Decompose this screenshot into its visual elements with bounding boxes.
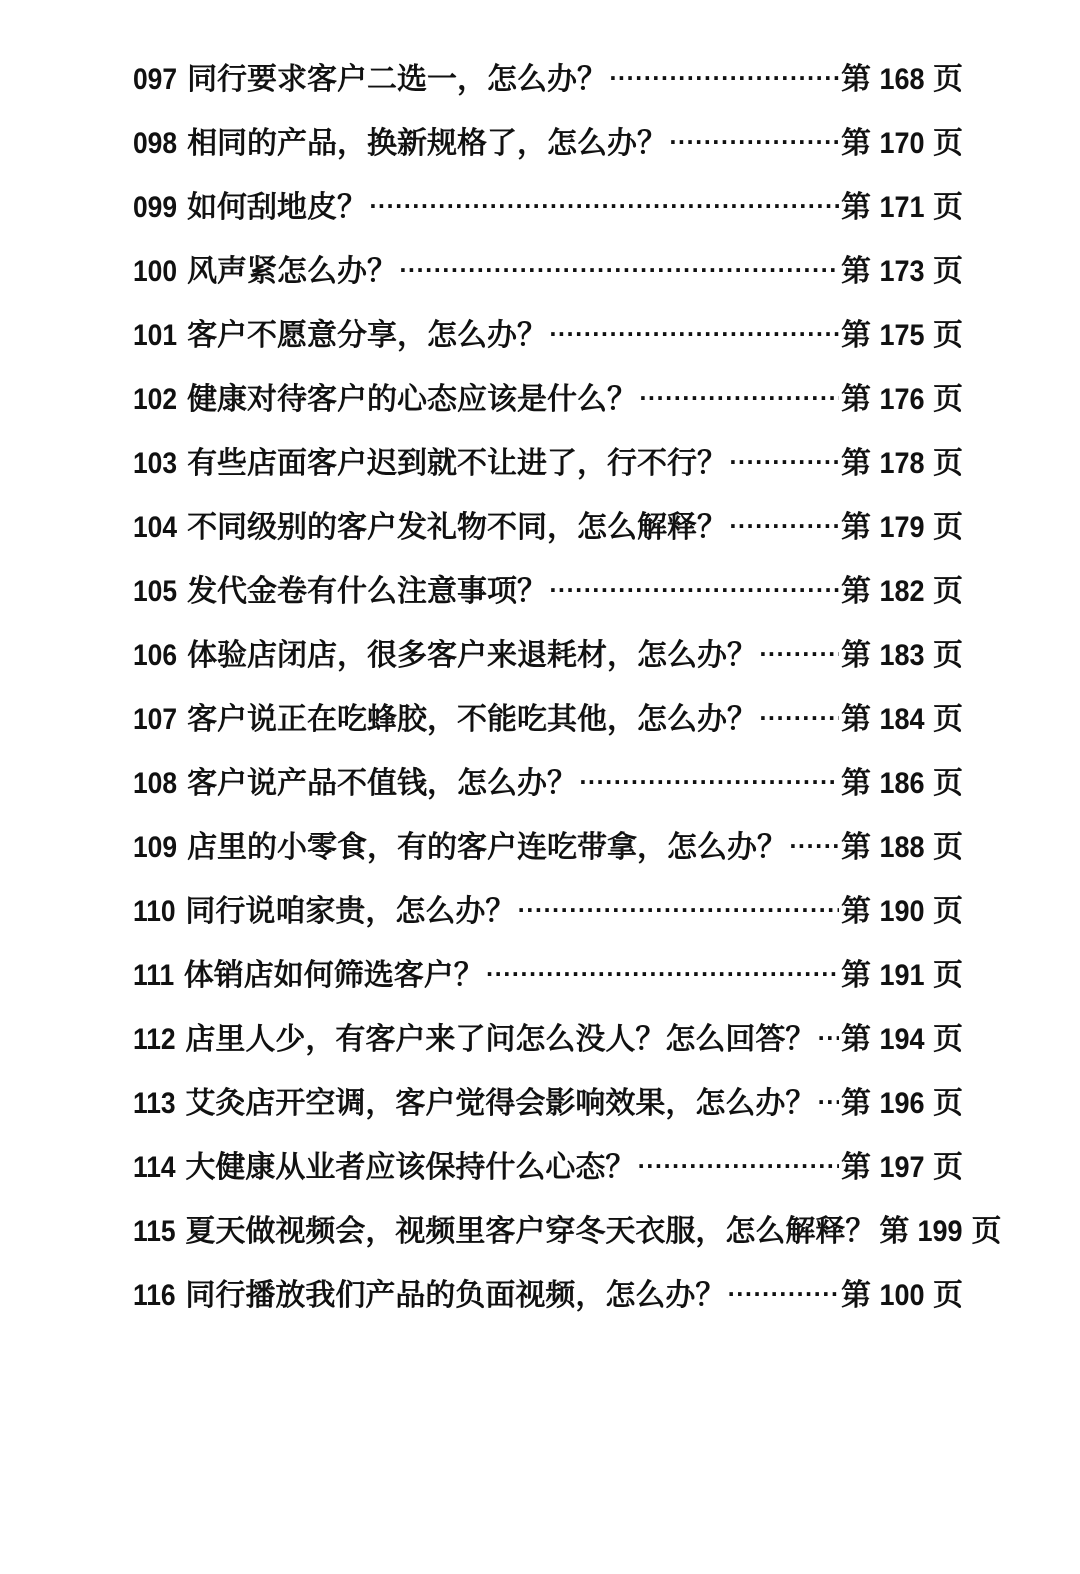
page-suffix: 页 [933,382,963,417]
entry-page-ref [841,950,963,994]
page-number: 191 [879,959,925,992]
entry-title: 体验店闭店，很多客户来退耗材，怎么办？ [187,638,758,673]
toc-entry [133,758,963,822]
entry-page-ref [841,310,963,354]
entry-title: 风声紧怎么办？ [187,254,398,289]
entry-number: 113 [133,1087,176,1120]
entry-title: 大健康从业者应该保持什么心态？ [185,1150,636,1185]
entry-number: 110 [133,895,176,928]
entry-title: 发代金卷有什么注意事项？ [187,574,548,609]
toc-entry [133,182,963,246]
entry-number: 097 [133,63,178,96]
entry-number: 111 [133,959,175,992]
entry-page-ref [841,54,963,98]
page-suffix: 页 [933,1022,963,1057]
entry-title: 同行要求客户二选一，怎么办？ [187,62,608,97]
entry-page-ref [841,246,963,290]
toc-entry [133,1014,963,1078]
entry-page-ref [841,438,963,482]
entry-title: 艾灸店开空调，客户觉得会影响效果，怎么办？ [185,1086,816,1121]
page-prefix: 第 [840,574,871,609]
page-prefix: 第 [840,1150,871,1185]
page-prefix: 第 [840,254,871,289]
page-suffix: 页 [933,958,963,993]
entry-title: 夏天做视频会，视频里客户穿冬天衣服，怎么解释？ [185,1214,876,1249]
entry-title: 店里人少，有客户来了问怎么没人？怎么回答？ [185,1022,816,1057]
toc-entry [133,374,963,438]
page-number: 171 [879,191,925,224]
page-prefix: 第 [840,894,871,929]
page-suffix: 页 [933,1278,963,1313]
toc-entry [133,1142,963,1206]
page-number: 182 [879,575,925,608]
entry-number: 106 [133,639,178,672]
entry-number: 105 [133,575,178,608]
entry-title: 客户不愿意分享，怎么办？ [187,318,548,353]
dot-leader [609,66,839,90]
entry-page-ref [841,566,963,610]
page-suffix: 页 [933,126,963,161]
toc-entry [133,502,963,566]
page-prefix: 第 [840,382,871,417]
dot-leader [759,642,839,666]
page-suffix: 页 [933,766,963,801]
toc-entry [133,246,963,310]
table-of-contents [133,54,1002,1334]
entry-title: 同行说咱家贵，怎么办？ [185,894,516,929]
dot-leader [486,962,839,986]
page-prefix: 第 [840,62,871,97]
dot-leader [817,1026,839,1050]
dot-leader [759,706,839,730]
page-suffix: 页 [971,1214,1002,1249]
toc-entry [133,630,963,694]
toc-entry [133,694,963,758]
entry-page-ref [841,886,963,930]
page-number: 168 [879,63,925,96]
entry-page-ref [841,374,963,418]
page-suffix: 页 [933,830,963,865]
toc-entry [133,438,963,502]
dot-leader [517,898,839,922]
page-suffix: 页 [933,510,963,545]
dot-leader [789,834,839,858]
dot-leader [729,514,839,538]
page-prefix: 第 [840,318,871,353]
dot-leader [549,578,839,602]
toc-entry [133,1206,1002,1270]
page-suffix: 页 [933,638,963,673]
page-prefix: 第 [840,702,871,737]
page-suffix: 页 [933,62,963,97]
page-suffix: 页 [933,446,963,481]
page-number: 186 [879,767,925,800]
page-prefix: 第 [840,190,871,225]
dot-leader [369,194,839,218]
page-prefix: 第 [840,446,871,481]
toc-entry [133,950,963,1014]
toc-entry [133,822,963,886]
dot-leader [579,770,839,794]
toc-entry [133,310,963,374]
entry-title: 相同的产品，换新规格了，怎么办？ [187,126,668,161]
entry-number: 100 [133,255,178,288]
entry-title: 客户说产品不值钱，怎么办？ [187,766,578,801]
page-number: 173 [879,255,925,288]
entry-page-ref [841,1078,963,1122]
entry-number: 101 [133,319,178,352]
page-suffix: 页 [933,894,963,929]
page-number: 179 [879,511,925,544]
page-suffix: 页 [933,190,963,225]
toc-entry [133,54,963,118]
entry-title: 店里的小零食，有的客户连吃带拿，怎么办？ [187,830,788,865]
page-suffix: 页 [933,254,963,289]
page-prefix: 第 [840,510,871,545]
entry-page-ref [841,502,963,546]
entry-page-ref [841,694,963,738]
entry-number: 114 [133,1151,176,1184]
page-prefix: 第 [840,830,871,865]
entry-page-ref [879,1206,1001,1250]
page-number: 196 [879,1087,925,1120]
page-number: 175 [879,319,925,352]
entry-number: 103 [133,447,178,480]
entry-title: 体销店如何筛选客户？ [183,958,484,993]
page-number: 184 [879,703,925,736]
page-number: 188 [879,831,925,864]
entry-page-ref [841,822,963,866]
page-suffix: 页 [933,702,963,737]
dot-leader [549,322,839,346]
entry-page-ref [841,630,963,674]
entry-number: 112 [133,1023,176,1056]
page-number: 199 [917,1215,963,1248]
page-number: 100 [879,1279,925,1312]
page-prefix: 第 [840,958,871,993]
page-suffix: 页 [933,1150,963,1185]
page-prefix: 第 [840,638,871,673]
dot-leader [729,450,839,474]
page-prefix: 第 [840,766,871,801]
entry-number: 107 [133,703,178,736]
entry-number: 102 [133,383,178,416]
page-number: 190 [879,895,925,928]
page-prefix: 第 [879,1214,910,1249]
entry-number: 116 [133,1279,176,1312]
entry-title: 有些店面客户迟到就不让进了，行不行？ [187,446,728,481]
page-suffix: 页 [933,1086,963,1121]
toc-entry [133,886,963,950]
page-suffix: 页 [933,574,963,609]
entry-title: 同行播放我们产品的负面视频，怎么办？ [185,1278,726,1313]
toc-entry [133,566,963,630]
dot-leader [669,130,839,154]
page-prefix: 第 [840,1278,871,1313]
entry-number: 115 [133,1215,176,1248]
entry-page-ref [841,1142,963,1186]
toc-entry [133,118,963,182]
dot-leader [817,1090,839,1114]
entry-number: 108 [133,767,178,800]
page-prefix: 第 [840,1086,871,1121]
dot-leader [727,1282,839,1306]
page-number: 197 [879,1151,925,1184]
toc-entry [133,1270,963,1334]
entry-title: 健康对待客户的心态应该是什么？ [187,382,638,417]
dot-leader [637,1154,839,1178]
entry-page-ref [841,1270,963,1314]
dot-leader [639,386,839,410]
entry-number: 099 [133,191,178,224]
page-suffix: 页 [933,318,963,353]
dot-leader [399,258,839,282]
page-prefix: 第 [840,126,871,161]
page-number: 178 [879,447,925,480]
entry-page-ref [841,1014,963,1058]
page-number: 183 [879,639,925,672]
entry-title: 客户说正在吃蜂胶，不能吃其他，怎么办？ [187,702,758,737]
entry-page-ref [841,182,963,226]
page-prefix: 第 [840,1022,871,1057]
page-number: 194 [879,1023,925,1056]
entry-number: 109 [133,831,178,864]
entry-title: 不同级别的客户发礼物不同，怎么解释？ [187,510,728,545]
entry-number: 104 [133,511,178,544]
page-number: 170 [879,127,925,160]
entry-page-ref [841,118,963,162]
entry-page-ref [841,758,963,802]
toc-entry [133,1078,963,1142]
entry-title: 如何刮地皮？ [187,190,368,225]
entry-number: 098 [133,127,178,160]
page-number: 176 [879,383,925,416]
